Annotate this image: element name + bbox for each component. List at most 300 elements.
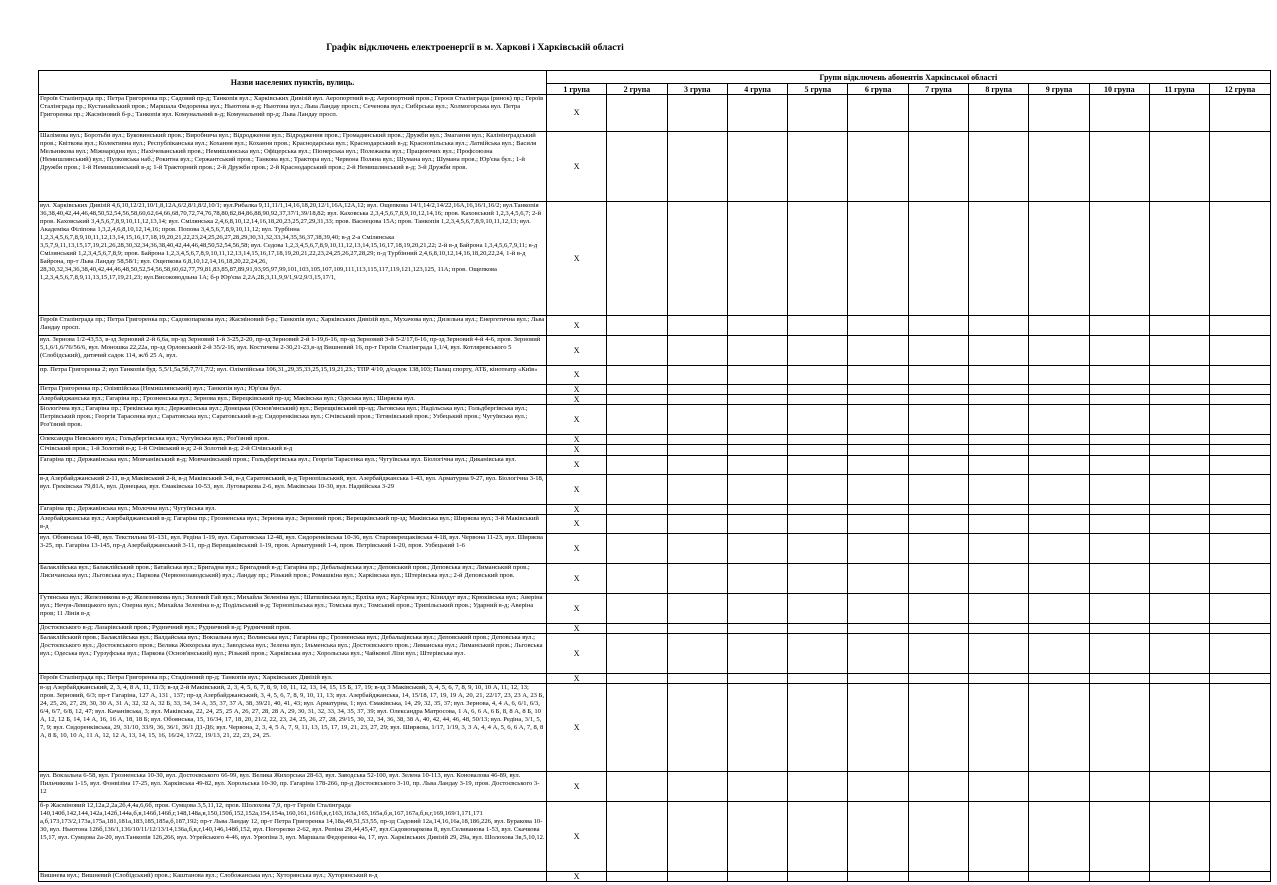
group-2-cell [607,684,667,772]
group-2-cell [607,395,667,405]
address-cell: вул. Харківських Дивізій 4,6,10,12/21,10/1,8,12А,6/2,8/1,8/2,10/1; вул.Рибалка 9,11,11/1,14,16,18,20,12/1,16А,12А,12; вул. Ощепкова 14/1,14/2,14/22,16А,16,16/1,16/2; вул.Танкопія 36,38,40,42,44,46,48,50,52,54,56,58,60,62,64,66,68,70,72,74,76,78,80,82,84,86,88,90,92,37,37/1,39/18,82; вул. Каховська 2,3,4,5,6,7,8,9,10,12,14,16; пров. Каховський 1,2,3,4,5,6,7; 2-й пров. Каховський 3,4,5,6,7,8,9,10,11,12,13,14; вул. Смілянська 2,4,6,8,10,12,14,16,18,20,23,25,27,29,31,33; пров. Васнецова 15А; пров. Танкопія 1,2,3,4,5,6,7,8,9,10,11,12,13; вул. Академіка Філіпова 1,3,2,4,6,8,10,12,14,16; пров. Попова 3,4,5,6,7,8,9,10,11,12; вул. Турбінна 1,2,3,4,5,6,7,8,9,10,11,12,13,14,15,16,17,18,19,20,21,22,23,24,25,26,27,28,29,30,31,32,33,34,35,36,37,38,39,40; в-д 2-а Смілянська 3,5,7,9,11,13,15,17,19,21,26,28,30,32,34,36,38,40,42,44,46,48,50,52,54,56,58; вул. Седова 1,2,3,4,5,6,7,8,9,10,11,12,13,14,15,16,17,18,19,20,21,22; 2-й в-д Байрона 1,3,4,5,6,7,9,11; в-д Смілянський 1,2,3,4,5,6,7,8,9; пров. Байрона 1,2,3,4,5,6,7,8,9,10,11,12,13,14,15,16,17,18,19,20,21,22,23,24,25,26,27,28,29; п-д Турбінний 2,4,6,8,10,12,14,16,18,20,22,24, 1-й в-д Байрона, пр-т Льва Ландау 58,58/1; вул. Ощепкова 6,8,10,12,14,16,18,20,22,24,26, 28,30,32,34,36,38,40,42,44,46,48,50,52,54,56,58,60,62,77,79,81,83,85,87,89,91,93,95,97,99,101,103,105,107,109,111,113,115,117,119,121,123,125, 11А; пров. Ощепкова 1,2,3,4,5,6,7,8,9,11,13,15,17,19,21,23; вул.Висоководльна 1А; б-р Юр'єва 2,2А,2Б,3,11,9,9/1,9/2,9/3,15,17/1, [39,202,547,316]
group-7-cell [908,395,968,405]
table-row [39,674,1271,684]
group-9-cell [1029,624,1089,634]
group-12-cell [1210,534,1270,564]
address-cell: Гагаріна пр.; Державінська вул.; Молочна вул.; Чугуївська вул. [39,505,547,515]
group-1-mark: X [547,385,607,395]
table-row [39,336,1271,366]
group-10-cell [1089,475,1149,505]
group-8-cell [969,336,1029,366]
group-5-cell [788,366,848,385]
group-9-cell [1029,202,1089,316]
group-1-mark: X [547,872,607,882]
group-11-cell [1149,475,1209,505]
group-8-cell [969,534,1029,564]
table-row [39,534,1271,564]
group-10-cell [1089,674,1149,684]
group-12-cell [1210,475,1270,505]
group-5-cell [788,395,848,405]
table-row [39,624,1271,634]
group-3-cell [667,385,727,395]
group-1-mark: X [547,456,607,475]
group-8-cell [969,132,1029,202]
group-11-cell [1149,674,1209,684]
group-7-cell [908,456,968,475]
table-row [39,132,1271,202]
group-3-cell [667,366,727,385]
group-3-cell [667,684,727,772]
group-1-mark: X [547,405,607,435]
group-11-cell [1149,405,1209,435]
group-7-cell [908,534,968,564]
group-6-cell [848,336,908,366]
group-7-cell [908,316,968,336]
group-2-cell [607,385,667,395]
group-8-cell [969,316,1029,336]
group-8-cell [969,202,1029,316]
group-10-cell [1089,534,1149,564]
group-5-cell [788,564,848,594]
group-9-cell [1029,445,1089,456]
group-5-cell [788,872,848,882]
group-10-cell [1089,872,1149,882]
group-5-cell [788,505,848,515]
group-10-cell [1089,95,1149,132]
group-10-cell [1089,684,1149,772]
group-5-cell [788,475,848,505]
group-7-cell [908,634,968,674]
group-4-cell [727,395,787,405]
group-8-cell [969,624,1029,634]
group-8-cell [969,594,1029,624]
address-cell: Олександра Невського вул.; Гольдбергівська вул.; Чугуївська вул.; Роз'їзний пров. [39,435,547,445]
group-10-cell [1089,802,1149,872]
table-row [39,475,1271,505]
address-cell: Героїв Сталінграда пр.; Петра Григоренка пр.; Садовий пр-д; Танкопія вул.; Харківських Дивізій вул. Аеропортний в-д; Аеропортний пров.; Героєв Сталінграда (ринок) пр.; Героїв Сталінграда пр.; Кустанайський пров.; Маршала Федоренка вул.; Ньютона в-д; Ньютона вул.; Льва Ландау просп.; Сеченова вул.; Сибірська вул.; Холмогорська вул. Петра Григоренка пр.; Жасміновий б-р.; Танкопія вул. Комунальний в-д; Комунальний пр-д; Льва Ландау просп. [39,95,547,132]
group-2-cell [607,95,667,132]
group-6-cell [848,515,908,534]
group-8-cell [969,475,1029,505]
address-cell: пр. Петра Григоренка 2; вул Танкопія буд. 5,5/1,5а,5б,7,7/1,7/2; вул. Олімпійська 106,31,,29,35,33,25,15,19,21,23.; ТПР 4/10, д/садок 138,103; Палац спорту, АТБ, кінотеатр «Київ» [39,366,547,385]
group-5-cell [788,316,848,336]
group-10-cell [1089,405,1149,435]
group-6-cell [848,132,908,202]
group-12-cell [1210,674,1270,684]
group-9-cell [1029,534,1089,564]
address-cell: Біологічна вул.; Гагаріна пр.; Греківська вул.; Державінська вул.; Донецька (Основ'янський) вул.; Верещківський пр-зд; Льговська вул.; Надільська вул.; Гольдбергівська вул.; Петрівський пров.; Георгія Тарасенка вул.; Саратовська вул.; Саратовський в-д; Сидоренківська вул.; Січівський пров.; Тетянівський пров.; Узбецький пров.; Чугуївська вул.; Роз'їзний пров. [39,405,547,435]
group-3-cell [667,202,727,316]
address-cell: Шалімова вул.; Боротьби вул.; Буковинський пров.; Виробнича вул.; Відродження вул.; Відродження пров.; Громадянський пров.; Дружби вул.; Змагання вул.; Калінінградський пров.; Квіткова вул.; Колективна вул.; Республіканська вул.; Кохання вул.; Кохання пров.; Краснодарська вул.; Краснодарський в-д; Краснопільська вул.; Латвійська вул.; Василя Мельникова вул.; Міжнародна вул.; Нахічеванський пров.; Немишлянська вул.; Офіцерська вул.; Піонерська вул.; Полежаєва вул.; Працюючих вул.; Профсоюзна (Немишлянський) вул.; Пулковська наб.; Рокитна вул.; Сержантський пров.; Танкова вул.; Трактора вул.; Червона Поляна вул.; Шумана вул.; Шумана пров.; Юр'єва бул.; 1-й Дружби пров.; 1-й Немишлянський в-д; 1-й Тракторний пров.; 2-й Дружби пров.; 2-й Краснодарський пров.; 2-й Немишлянський в-д; 3-й Дружби пров. [39,132,547,202]
group-1-mark: X [547,564,607,594]
group-1-mark: X [547,534,607,564]
group-7-cell [908,684,968,772]
group-10-cell [1089,435,1149,445]
group-2-cell [607,515,667,534]
group-10-cell [1089,564,1149,594]
group-8-cell [969,385,1029,395]
group-5-cell [788,95,848,132]
group-12-cell [1210,405,1270,435]
table-row [39,594,1271,624]
group-9-cell [1029,456,1089,475]
group-4-cell [727,564,787,594]
group-2-cell [607,564,667,594]
group-header-1: 1 група [547,84,607,95]
table-row [39,872,1271,882]
group-3-cell [667,564,727,594]
group-5-cell [788,445,848,456]
group-1-mark: X [547,445,607,456]
group-6-cell [848,772,908,802]
group-11-cell [1149,336,1209,366]
group-6-cell [848,316,908,336]
group-7-cell [908,505,968,515]
group-10-cell [1089,594,1149,624]
group-9-cell [1029,772,1089,802]
group-10-cell [1089,772,1149,802]
table-row [39,772,1271,802]
address-cell: в-зд Азербайджанський, 2, 3, 4, 8 А, 11, 11/3; в-зд 2-й Маківський, 2, 3, 4, 5, 6, 7, 8, 9, 10, 11, 12, 13, 14, 15, 15 Б, 17, 19; в-зд 3 Маківський, 3, 4, 5, 6, 7, 8, 9, 10, 10 А, 11, 12, 13; пров. Зерновий, 6/3; пр-т Гагаріна, 127 А, 131 , 137; пр-зд Азербайджанський, 3, 4, 5, 6, 7, 8, 9, 10, 11, 13; вул. Азербайджанська, 14, 15/18, 17, 19, 19 А, 20, 21, 22/17, 23, 23 А, 23 Б, 24, 25, 26, 27, 29, 30, 30 А, 31 А, 32, 32 А, 32 Б, 33, 34, 34 А, 35, 37, 37 А, 38, 39/21, 40, 41, 43; вул. Арматурна, 1; вул. Ємаківська, 14, 29, 32, 35, 37; вул. Зернова, 4, 4 А, 6, 6/1, 6/3, 6/4, 6/7, 6/8, 12, 47; вул. Качанівська, 3; вул. Маківська, 22, 24, 25, 25 А, 26, 27, 28, 28 А, 29, 30, 31, 32, 33, 34, 35, 37, 39; вул. Олександра Матросова, 1 А, 6, 6 А, 6 Б, 8, 8 А, 8 Б, 10 А, 12, 12 Б, 14, 14 А, 16, 16 А, 18, 18 Б; вул. Обоянська, 15, 16/34, 17, 18, 20, 21/2, 22, 23, 24, 25, 26, 27, 28, 29/15, 30, 32, 34, 36, 38, 38 А, 40, 42, 44, 46, 48, 50/13; вул. Редіна, 3/1, 5, 7, 9; вул. Сидоренківська, 29, 31/10, 33/9, 36, 36/1, 36/1 Д1-Д6; вул. Червона, 2, 3, 4, 5 А, 7, 9, 11, 13, 15, 17, 19, 21, 23, 27, 29; вул. Ширяєва, 1/17, 1/19, 3, 3 А, 4, 4 А, 5, 6, 6 А, 7, 8, 8 А, 8 Б, 10, 10 А, 11 А, 12, 12 А, 13, 14, 15, 16, 16/24, 17/22, 19/13, 21, 22, 23, 24, 25. [39,684,547,772]
group-11-cell [1149,456,1209,475]
group-3-cell [667,594,727,624]
schedule-body [39,95,1271,882]
group-1-mark: X [547,395,607,405]
group-header-3: 3 група [667,84,727,95]
groups-header: Групи відключень абонентів Харківської області [547,71,1271,84]
group-10-cell [1089,624,1149,634]
group-2-cell [607,802,667,872]
group-12-cell [1210,456,1270,475]
group-9-cell [1029,405,1089,435]
group-8-cell [969,445,1029,456]
group-12-cell [1210,872,1270,882]
names-column-header: Назви населених пунктів, вулиць. [39,71,547,95]
group-2-cell [607,435,667,445]
group-9-cell [1029,802,1089,872]
group-7-cell [908,385,968,395]
group-1-mark: X [547,202,607,316]
group-11-cell [1149,445,1209,456]
table-row [39,405,1271,435]
group-9-cell [1029,95,1089,132]
group-2-cell [607,202,667,316]
group-3-cell [667,772,727,802]
table-row [39,456,1271,475]
group-12-cell [1210,505,1270,515]
group-12-cell [1210,624,1270,634]
table-row [39,684,1271,772]
group-10-cell [1089,505,1149,515]
group-12-cell [1210,132,1270,202]
group-header-8: 8 група [969,84,1029,95]
group-header-12: 12 група [1210,84,1270,95]
group-11-cell [1149,505,1209,515]
group-6-cell [848,674,908,684]
group-11-cell [1149,802,1209,872]
group-5-cell [788,534,848,564]
group-9-cell [1029,674,1089,684]
group-11-cell [1149,385,1209,395]
group-11-cell [1149,395,1209,405]
group-6-cell [848,624,908,634]
group-6-cell [848,684,908,772]
group-6-cell [848,405,908,435]
group-9-cell [1029,684,1089,772]
group-7-cell [908,564,968,594]
group-12-cell [1210,435,1270,445]
group-4-cell [727,684,787,772]
group-2-cell [607,132,667,202]
group-4-cell [727,405,787,435]
address-cell: Героїв Сталінграда пр.; Петра Григоренка пр.; Стадіонний пр-д; Танкопія вул.; Харківських Дивізій вул. [39,674,547,684]
group-5-cell [788,405,848,435]
group-10-cell [1089,634,1149,674]
group-6-cell [848,505,908,515]
group-11-cell [1149,684,1209,772]
group-3-cell [667,336,727,366]
group-7-cell [908,405,968,435]
address-cell: Азербайджанська вул.; Гагаріна пр.; Грозненська вул.; Зернова вул.; Верецківський пр-зд; Маківська вул.; Одеська вул.; Ширяєва вул. [39,395,547,405]
group-6-cell [848,395,908,405]
group-4-cell [727,132,787,202]
group-8-cell [969,802,1029,872]
group-8-cell [969,395,1029,405]
group-8-cell [969,95,1029,132]
table-row [39,564,1271,594]
group-1-mark: X [547,316,607,336]
group-6-cell [848,435,908,445]
group-4-cell [727,475,787,505]
group-10-cell [1089,445,1149,456]
group-12-cell [1210,395,1270,405]
group-11-cell [1149,564,1209,594]
group-3-cell [667,95,727,132]
group-2-cell [607,316,667,336]
group-9-cell [1029,336,1089,366]
address-cell: вул. Зернова 1/2-43,53, в-зд Зерновий 2-й 6,6а, пр-зд Зерновий 1-й 3-25,2-20, пр-зд Зерновий 2-й 1-19,6-16, пр-зд Зерновий 3-й 5-2/17,6-16, пр-зд Зерновий 4-й 4-6, пров. Зерновий 5,1,6/1,6/76/56/6, вул. Моношка 22,22а, пр-зд Орловський 2-й 35/2-16, вул. Костичева 2-30,21-23,в-зд Вишневий 16, пр-т Героїв Сталінграда 1,1/4, вул. Котляревського 5 (Слобідський), дитячий садок 114, ж/б 25 А, вул. [39,336,547,366]
group-7-cell [908,624,968,634]
group-2-cell [607,534,667,564]
group-1-mark: X [547,505,607,515]
group-3-cell [667,624,727,634]
group-3-cell [667,435,727,445]
group-4-cell [727,674,787,684]
group-3-cell [667,405,727,435]
address-cell: вул. Обоянська 10-48, вул. Текстильна 91-131, вул. Редіна 1-19, вул. Саратовська 12-48, вул. Сидоренківська 10-36, вул. Староверещаківська 4-18, вул. Червона 11-23, вул. Ширяєва 3-25, пр. Гагаріна 13-145, пр-д Азербайджанський 3-11, пр-д Верещаківський 1-19, пров. Арматурний 1-4, пров. Петрівський 1-20, пров. Узбецький 1-6 [39,534,547,564]
group-6-cell [848,385,908,395]
group-1-mark: X [547,674,607,684]
group-5-cell [788,202,848,316]
group-7-cell [908,202,968,316]
group-6-cell [848,95,908,132]
group-3-cell [667,456,727,475]
group-9-cell [1029,634,1089,674]
group-header-4: 4 група [727,84,787,95]
group-3-cell [667,634,727,674]
group-3-cell [667,534,727,564]
group-10-cell [1089,316,1149,336]
group-9-cell [1029,395,1089,405]
table-row [39,634,1271,674]
group-1-mark: X [547,684,607,772]
group-4-cell [727,594,787,624]
group-9-cell [1029,515,1089,534]
group-11-cell [1149,594,1209,624]
group-11-cell [1149,534,1209,564]
group-12-cell [1210,772,1270,802]
group-5-cell [788,684,848,772]
group-3-cell [667,872,727,882]
address-cell: Азербайджанська вул.; Азербайджанський в-д; Гагаріна пр.; Грозненська вул.; Зернова вул.; Зерновий пров.; Верещківський пр-зд; Маківська вул.; Ширяєва вул.; 3-й Маківський в-д [39,515,547,534]
group-11-cell [1149,872,1209,882]
group-10-cell [1089,395,1149,405]
group-10-cell [1089,336,1149,366]
group-11-cell [1149,624,1209,634]
table-row [39,395,1271,405]
group-10-cell [1089,456,1149,475]
group-2-cell [607,872,667,882]
group-12-cell [1210,515,1270,534]
group-4-cell [727,624,787,634]
page-title: Графік відключень електроенергії в м. Харкові і Харківській області [326,43,624,53]
group-10-cell [1089,202,1149,316]
group-2-cell [607,475,667,505]
group-8-cell [969,872,1029,882]
group-11-cell [1149,435,1209,445]
group-12-cell [1210,445,1270,456]
group-9-cell [1029,475,1089,505]
group-5-cell [788,634,848,674]
group-6-cell [848,594,908,624]
group-2-cell [607,405,667,435]
table-row [39,316,1271,336]
outage-schedule-table [38,70,1271,882]
group-11-cell [1149,634,1209,674]
group-2-cell [607,674,667,684]
group-4-cell [727,634,787,674]
address-cell: Гагаріна пр.; Державінська вул.; Мовчанівський в-д; Мовчанівський пров.; Гольдбергівська вул.; Георгія Тарасенка вул.; Чугуївська вул. Біологічна вул.; Диканівська вул. [39,456,547,475]
group-11-cell [1149,95,1209,132]
group-9-cell [1029,385,1089,395]
group-10-cell [1089,132,1149,202]
group-3-cell [667,802,727,872]
group-4-cell [727,435,787,445]
group-8-cell [969,456,1029,475]
group-1-mark: X [547,515,607,534]
group-9-cell [1029,505,1089,515]
group-12-cell [1210,366,1270,385]
group-12-cell [1210,634,1270,674]
group-12-cell [1210,95,1270,132]
group-2-cell [607,336,667,366]
table-row [39,802,1271,872]
group-3-cell [667,395,727,405]
group-12-cell [1210,684,1270,772]
group-1-mark: X [547,772,607,802]
group-10-cell [1089,366,1149,385]
group-8-cell [969,684,1029,772]
group-header-11: 11 група [1149,84,1209,95]
group-4-cell [727,505,787,515]
group-1-mark: X [547,802,607,872]
address-cell: Вишнева вул.; Вишневий (Слобідський) пров.; Каштанова вул.; Слобожанська вул.; Хуторянська вул.; Хуторянський в-д [39,872,547,882]
group-3-cell [667,132,727,202]
group-3-cell [667,515,727,534]
group-11-cell [1149,202,1209,316]
group-4-cell [727,456,787,475]
group-7-cell [908,475,968,505]
group-4-cell [727,772,787,802]
group-9-cell [1029,366,1089,385]
group-6-cell [848,445,908,456]
group-7-cell [908,772,968,802]
group-3-cell [667,445,727,456]
group-header-7: 7 група [908,84,968,95]
group-2-cell [607,445,667,456]
group-3-cell [667,674,727,684]
group-5-cell [788,802,848,872]
group-7-cell [908,594,968,624]
group-11-cell [1149,316,1209,336]
table-row [39,445,1271,456]
group-4-cell [727,202,787,316]
group-header-6: 6 група [848,84,908,95]
group-7-cell [908,435,968,445]
group-9-cell [1029,132,1089,202]
group-8-cell [969,564,1029,594]
group-11-cell [1149,132,1209,202]
group-11-cell [1149,366,1209,385]
group-12-cell [1210,802,1270,872]
group-2-cell [607,456,667,475]
group-12-cell [1210,594,1270,624]
group-9-cell [1029,564,1089,594]
group-header-2: 2 група [607,84,667,95]
group-9-cell [1029,435,1089,445]
group-header-5: 5 група [788,84,848,95]
table-row [39,202,1271,316]
group-3-cell [667,316,727,336]
group-1-mark: X [547,594,607,624]
address-cell: б-р Жасміновий 12,12а,2,2а,2б,4,4а,6,6б, пров. Сумцова 3,5,11,12, пров. Шолохова 7,9, пр-т Героїв Сталінграда 140,140б,142,144,142а,142б,144а,б,в,146б,146б,г,148,148а,в,150,150б,152,152а,154,154а,160,161,161б,в,г,163,163а,165,165а,б,в,167,167а,б,в,г,169,169/1,171,171 а,б,173,173/2,173а,175а,181,181а,183,185,185а,б,187,192; пр-т Льва Ландау 12, пр-т Петра Григоренка 14,18а,49,51,53,55, пр-зд Садовий 12а,14,16,16а,18,186,226, вул. Буракова 10-30, вул. Ньютона 126б,136/1,136/10/11/12/13/14,136а,б,в,г,140,146,148б,152, вул. Погорелко 2-62, вул. Репіна 29,44,45,47, вул.Садовопаркова 8, вул.Селиванова 1-53, вул. Скачкова 15,17, вул. Сумцова 2а-20, вул.Танкопія 126,266, вул. Угрейського 4-46, вул. Урюпіна 3, вул. Маршала Федоренка 4а, 17, вул. Харківських Дивізій 29, 29а, вул. Шолохова 3в,5,10,12. [39,802,547,872]
table-row [39,515,1271,534]
table-row [39,366,1271,385]
group-12-cell [1210,316,1270,336]
group-5-cell [788,624,848,634]
group-5-cell [788,385,848,395]
group-6-cell [848,872,908,882]
group-2-cell [607,772,667,802]
group-1-mark: X [547,624,607,634]
group-5-cell [788,772,848,802]
group-5-cell [788,594,848,624]
group-1-mark: X [547,95,607,132]
group-12-cell [1210,336,1270,366]
group-8-cell [969,772,1029,802]
group-4-cell [727,366,787,385]
group-6-cell [848,802,908,872]
group-8-cell [969,435,1029,445]
group-header-10: 10 група [1089,84,1149,95]
group-1-mark: X [547,634,607,674]
address-cell: вул. Вокзальна 6-58, вул. Грозненська 10-30, вул. Достоєвського 66-99, вул. Велика Жихорська 28-63, вул. Заводська 52-100, вул. Зелена 10-113, вул. Коновалова 46-89, вул. Пильчикова 1-15, вул. Фонвізіна 17-25, вул. Харківська 49-82, вул. Хорольська 10-30, пр. Гагаріна 178-266, пр-д Достоєвського 3-10, пр. Льва Ландау 3-19, пров. Достоєвського 3-12 [39,772,547,802]
table-row [39,95,1271,132]
group-7-cell [908,872,968,882]
group-4-cell [727,316,787,336]
group-4-cell [727,515,787,534]
group-8-cell [969,674,1029,684]
